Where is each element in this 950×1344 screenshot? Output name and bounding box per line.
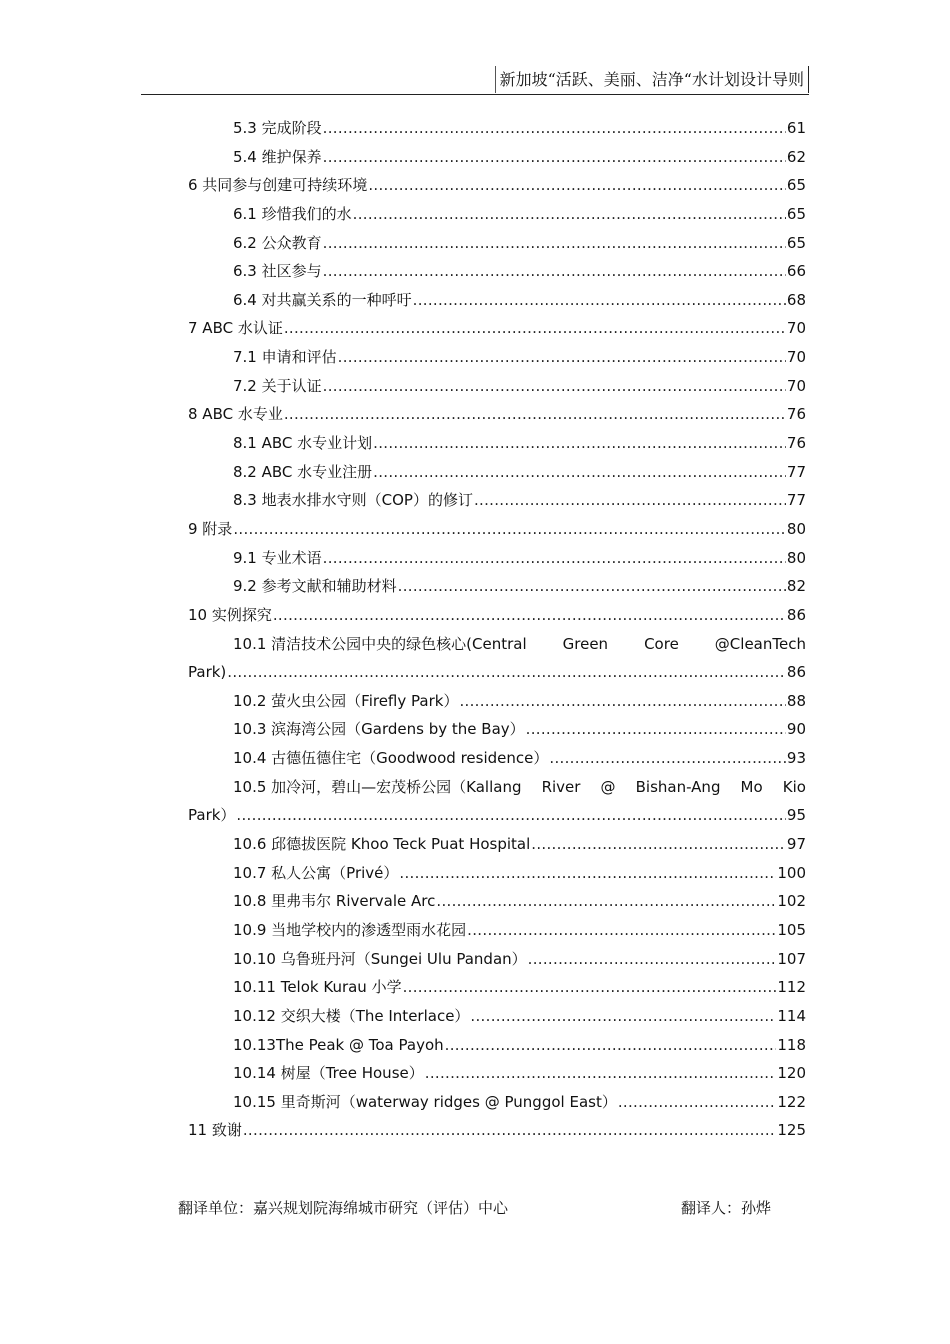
toc-dot-leader: [338, 343, 786, 372]
toc-entry-title: 10 实例探究: [188, 605, 272, 624]
toc-entry-title: 10.14 树屋（Tree House）: [233, 1064, 424, 1083]
toc-entry-page: 107: [777, 949, 806, 968]
toc-entry-word: Kio: [782, 777, 806, 796]
toc-entry[interactable]: [188, 973, 806, 1002]
toc-entry[interactable]: [188, 257, 806, 286]
toc-dot-leader: [474, 486, 786, 515]
toc-entry-page: 70: [786, 376, 806, 395]
toc-entry-title: 7.2 关于认证: [233, 376, 322, 395]
toc-dot-leader: [233, 515, 786, 544]
toc-entry-page: 125: [777, 1121, 806, 1140]
toc-dot-leader: [373, 458, 786, 487]
toc-dot-leader: [459, 687, 785, 716]
toc-entry-title: 10.12 交织大楼（The Interlace）: [233, 1006, 470, 1025]
toc-entry-wrapped-line1[interactable]: [188, 630, 806, 659]
toc-entry-title: 8.1 ABC 水专业计划: [233, 434, 373, 453]
toc-entry[interactable]: [188, 601, 806, 630]
translator: 翻译人：孙烨: [681, 1199, 772, 1217]
toc-entry-title: 5.4 维护保养: [233, 147, 322, 166]
toc-dot-leader: [398, 572, 786, 601]
toc-entry-word: Mo: [740, 777, 763, 796]
toc-dot-leader: [436, 887, 776, 916]
toc-entry[interactable]: [188, 429, 806, 458]
toc-entry-wrapped-line2[interactable]: [188, 801, 806, 830]
toc-entry-title: Park）: [188, 806, 236, 825]
toc-entry[interactable]: [188, 715, 806, 744]
toc-dot-leader: [243, 1116, 777, 1145]
toc-entry[interactable]: [188, 572, 806, 601]
toc-dot-leader: [528, 945, 777, 974]
toc-entry-title: 10.11 Telok Kurau 小学: [233, 978, 402, 997]
toc-entry-title: 7 ABC 水认证: [188, 319, 283, 338]
toc-entry-title: 6.3 社区参与: [233, 262, 322, 281]
toc-dot-leader: [323, 143, 786, 172]
translation-unit: 翻译单位：嘉兴规划院海绵城市研究（评估）中心: [178, 1199, 509, 1217]
toc-entry[interactable]: [188, 887, 806, 916]
toc-entry-word: @: [600, 777, 616, 796]
toc-entry-title: 7.1 申请和评估: [233, 348, 337, 367]
toc-entry-title: 10.3 滨海湾公园（Gardens by the Bay）: [233, 720, 525, 739]
toc-dot-leader: [445, 1031, 777, 1060]
toc-entry-title: Park): [188, 663, 227, 682]
toc-entry[interactable]: [188, 200, 806, 229]
toc-entry[interactable]: [188, 859, 806, 888]
toc-dot-leader: [531, 830, 786, 859]
toc-entry-page: 122: [777, 1092, 806, 1111]
toc-dot-leader: [526, 715, 786, 744]
toc-entry-wrapped-line1[interactable]: [188, 773, 806, 802]
toc-entry-page: 65: [786, 204, 806, 223]
toc-entry-page: 70: [786, 319, 806, 338]
toc-entry[interactable]: [188, 486, 806, 515]
toc-entry-title: 6 共同参与创建可持续环境: [188, 176, 368, 195]
toc-entry-page: 65: [786, 233, 806, 252]
toc-entry-word: River: [541, 777, 581, 796]
table-of-contents: [188, 114, 806, 1145]
toc-entry-page: 80: [786, 548, 806, 567]
toc-entry[interactable]: [188, 544, 806, 573]
toc-entry-title: 10.7 私人公寓（Privé）: [233, 863, 399, 882]
toc-entry-page: 86: [786, 605, 806, 624]
toc-dot-leader: [323, 257, 786, 286]
toc-entry-title: 6.2 公众教育: [233, 233, 322, 252]
toc-entry-title: 8.2 ABC 水专业注册: [233, 462, 373, 481]
toc-entry[interactable]: [188, 286, 806, 315]
toc-entry-title: 10.8 里弗韦尔 Rivervale Arc: [233, 892, 436, 911]
toc-entry-page: 77: [786, 462, 806, 481]
toc-entry-page: 105: [777, 920, 806, 939]
toc-entry-word: Green: [562, 634, 609, 653]
toc-entry-page: 95: [786, 806, 806, 825]
toc-entry-page: 82: [786, 577, 806, 596]
toc-entry[interactable]: [188, 458, 806, 487]
toc-entry-wrapped-line2[interactable]: [188, 658, 806, 687]
toc-entry-title: 10.13The Peak @ Toa Payoh: [233, 1035, 444, 1054]
toc-dot-leader: [323, 372, 786, 401]
toc-entry[interactable]: [188, 744, 806, 773]
toc-dot-leader: [467, 916, 776, 945]
toc-dot-leader: [618, 1088, 777, 1117]
toc-dot-leader: [403, 973, 777, 1002]
toc-entry-title: 9.2 参考文献和辅助材料: [233, 577, 397, 596]
toc-entry-page: 76: [786, 405, 806, 424]
toc-entry-page: 65: [786, 176, 806, 195]
header-title: 新加坡“活跃、美丽、洁净“水计划设计导则: [495, 66, 809, 93]
toc-entry[interactable]: [188, 830, 806, 859]
toc-entry[interactable]: [188, 515, 806, 544]
toc-entry-page: 61: [786, 119, 806, 137]
toc-entry-title: 10.15 里奇斯河（waterway ridges @ Punggol East）: [233, 1092, 617, 1111]
toc-entry-title: 10.10 乌鲁班丹河（Sungei Ulu Pandan）: [233, 949, 527, 968]
toc-entry[interactable]: [188, 1002, 806, 1031]
toc-entry-word: 10.1 清洁技术公园中央的绿色核心(Central: [233, 634, 527, 653]
toc-entry-page: 93: [786, 749, 806, 768]
toc-dot-leader: [470, 1002, 776, 1031]
toc-dot-leader: [368, 171, 786, 200]
toc-entry-word: Core: [644, 634, 679, 653]
toc-entry-page: 102: [777, 892, 806, 911]
toc-entry-page: 114: [777, 1006, 806, 1025]
toc-entry[interactable]: [188, 143, 806, 172]
toc-entry-page: 62: [786, 147, 806, 166]
toc-entry[interactable]: [188, 372, 806, 401]
toc-entry-title: 10.2 萤火虫公园（Firefly Park）: [233, 691, 459, 710]
toc-entry[interactable]: [188, 400, 806, 429]
toc-entry-title: 8 ABC 水专业: [188, 405, 283, 424]
toc-entry-page: 97: [786, 835, 806, 854]
toc-entry-page: 66: [786, 262, 806, 281]
toc-dot-leader: [425, 1059, 777, 1088]
toc-entry-page: 77: [786, 491, 806, 510]
toc-entry-page: 70: [786, 348, 806, 367]
toc-dot-leader: [284, 400, 786, 429]
toc-dot-leader: [399, 859, 776, 888]
toc-dot-leader: [549, 744, 786, 773]
toc-dot-leader: [373, 429, 786, 458]
toc-entry-page: 118: [777, 1035, 806, 1054]
toc-entry[interactable]: [188, 916, 806, 945]
toc-entry-title: 5.3 完成阶段: [233, 119, 322, 137]
toc-entry-word: Bishan-Ang: [635, 777, 721, 796]
toc-entry[interactable]: [188, 314, 806, 343]
toc-entry[interactable]: [188, 1088, 806, 1117]
page-header: [141, 66, 809, 95]
toc-entry-page: 80: [786, 519, 806, 538]
toc-entry[interactable]: [188, 343, 806, 372]
toc-entry[interactable]: [188, 1031, 806, 1060]
toc-entry[interactable]: [188, 114, 806, 143]
toc-entry[interactable]: [188, 1116, 806, 1145]
toc-entry-page: 76: [786, 434, 806, 453]
toc-dot-leader: [273, 601, 786, 630]
toc-entry-word: @CleanTech: [714, 634, 806, 653]
toc-entry-title: 6.4 对共赢关系的一种呼吁: [233, 290, 412, 309]
toc-dot-leader: [323, 544, 786, 573]
toc-dot-leader: [413, 286, 786, 315]
toc-dot-leader: [353, 200, 786, 229]
toc-entry-title: 8.3 地表水排水守则（COP）的修订: [233, 491, 473, 510]
toc-entry-page: 90: [786, 720, 806, 739]
toc-entry-page: 112: [777, 978, 806, 997]
toc-entry[interactable]: [188, 171, 806, 200]
toc-dot-leader: [323, 114, 786, 143]
toc-entry[interactable]: [188, 687, 806, 716]
toc-entry-title: 11 致谢: [188, 1121, 242, 1140]
toc-dot-leader: [236, 801, 785, 830]
toc-entry-page: 88: [786, 691, 806, 710]
toc-entry-title: 9.1 专业术语: [233, 548, 322, 567]
toc-entry-page: 120: [777, 1064, 806, 1083]
toc-entry-page: 68: [786, 290, 806, 309]
toc-entry-title: 6.1 珍惜我们的水: [233, 204, 352, 223]
toc-entry-title: 9 附录: [188, 519, 233, 538]
toc-entry[interactable]: [188, 229, 806, 258]
toc-entry[interactable]: [188, 945, 806, 974]
toc-entry-title: 10.9 当地学校内的渗透型雨水花园: [233, 920, 467, 939]
toc-dot-leader: [284, 314, 786, 343]
toc-entry-page: 86: [786, 663, 806, 682]
toc-entry-word: 10.5 加冷河，碧山—宏茂桥公园（Kallang: [233, 777, 522, 796]
toc-entry-title: 10.6 邱德拔医院 Khoo Teck Puat Hospital: [233, 835, 531, 854]
toc-dot-leader: [323, 229, 786, 258]
toc-entry-title: 10.4 古德伍德住宅（Goodwood residence）: [233, 749, 549, 768]
toc-entry-page: 100: [777, 863, 806, 882]
toc-dot-leader: [227, 658, 786, 687]
toc-entry[interactable]: [188, 1059, 806, 1088]
